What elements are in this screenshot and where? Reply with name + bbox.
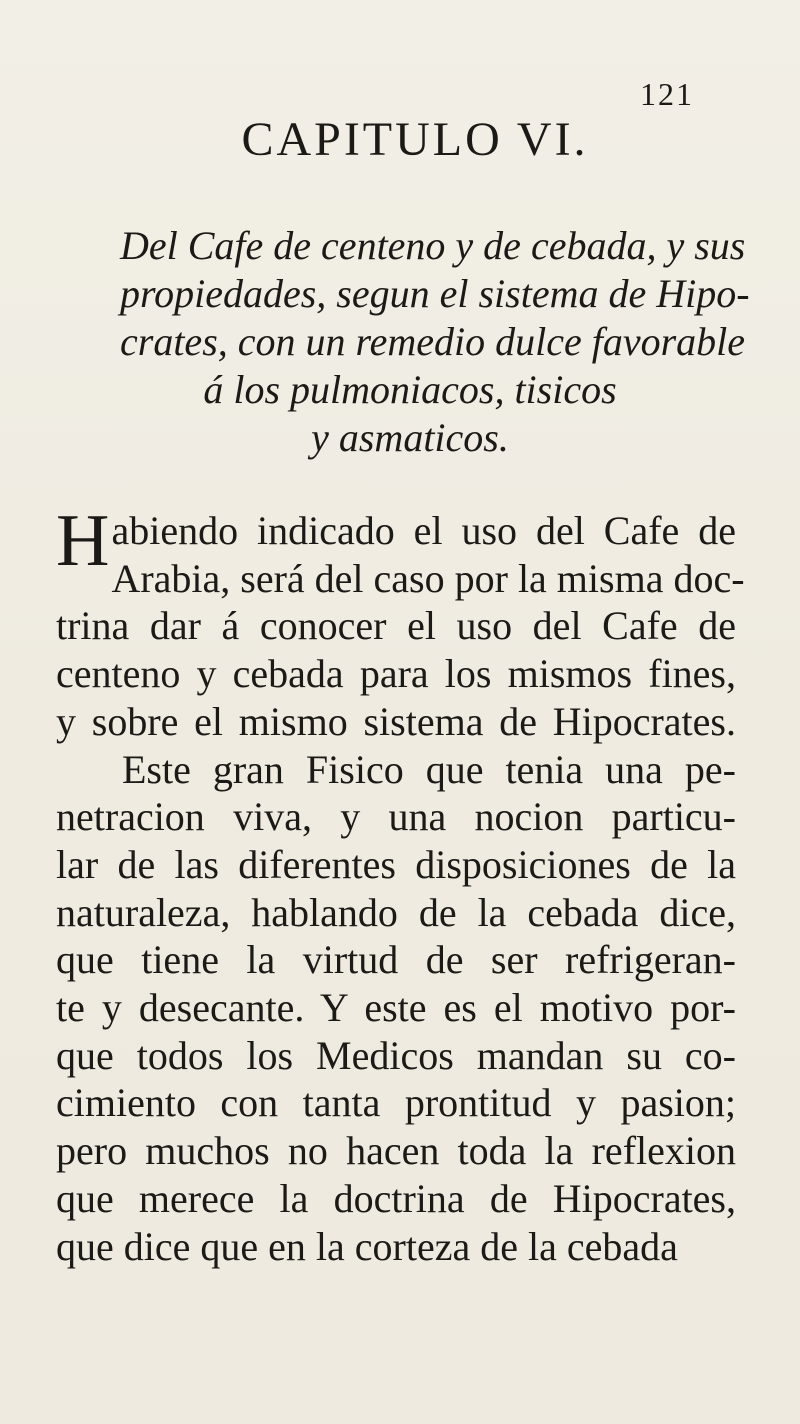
subtitle-line: crates, con un remedio dulce favorable	[120, 319, 746, 364]
body-line-text: abiendo indicado el uso del Cafe de	[111, 508, 736, 553]
body-line: Este gran Fisico que tenia una pe-	[122, 746, 736, 792]
subtitle-line: Del Cafe de centeno y de cebada, y sus	[120, 223, 746, 268]
body-line: netracion viva, y una nocion particu-	[56, 794, 736, 840]
drop-cap: H	[56, 500, 110, 582]
body-line: cimiento con tanta prontitud y pasion;	[56, 1080, 736, 1126]
subtitle-line: á los pulmoniacos, tisicos	[203, 367, 617, 412]
body-line: que merece la doctrina de Hipocrates,	[56, 1175, 736, 1221]
page-number: 121	[640, 76, 694, 112]
subtitle-line: y asmaticos.	[311, 415, 509, 460]
body-line: que dice que en la corteza de la cebada	[56, 1223, 678, 1269]
chapter-subtitle	[120, 222, 750, 462]
body-line: centeno y cebada para los mismos fines,	[56, 651, 736, 697]
body-line: naturaleza, hablando de la cebada dice,	[56, 889, 736, 935]
body-line: pero muchos no hacen toda la reflexion	[56, 1128, 736, 1174]
body-line: y sobre el mismo sistema de Hipocrates.	[56, 698, 736, 744]
body-text	[56, 500, 745, 1270]
subtitle-line: propiedades, segun el sistema de Hipo-	[120, 271, 750, 316]
body-line: trina dar á conocer el uso del Cafe de	[56, 603, 736, 649]
body-line: te y desecante. Y este es el motivo por-	[56, 985, 736, 1031]
body-line: que todos los Medicos mandan su co-	[56, 1032, 736, 1078]
chapter-title: CAPITULO VI.	[241, 113, 589, 166]
body-line: que tiene la virtud de ser refrigeran-	[56, 937, 736, 983]
body-line: Arabia, será del caso por la misma doc-	[111, 555, 745, 601]
body-line: lar de las diferentes disposiciones de la	[56, 841, 736, 887]
